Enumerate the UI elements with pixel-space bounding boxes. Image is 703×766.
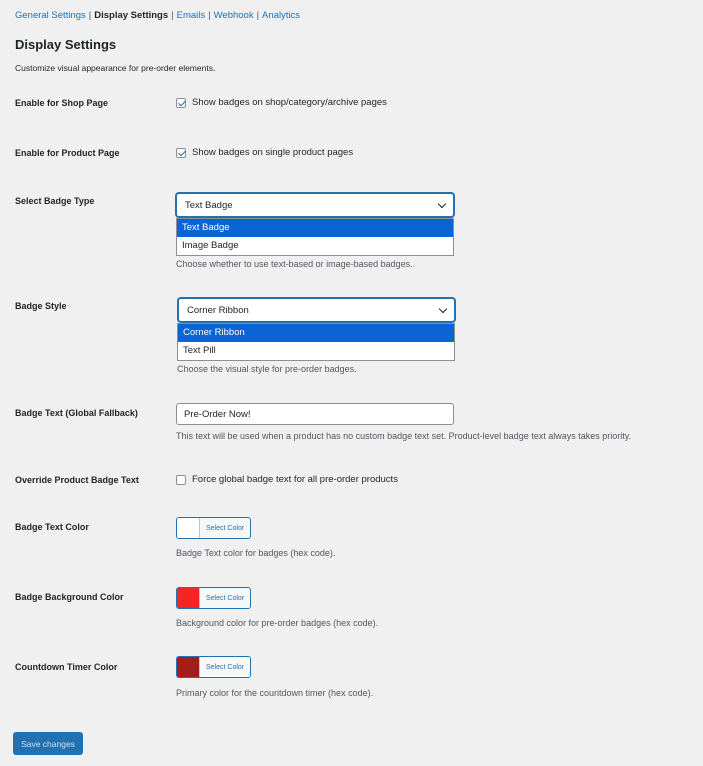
- shop-page-checkbox[interactable]: [176, 98, 186, 108]
- text-color-picker[interactable]: [176, 517, 251, 539]
- badge-type-label: Select Badge Type: [15, 196, 95, 206]
- badge-text-value: Pre-Order Now!: [184, 408, 251, 420]
- override-checkbox[interactable]: [176, 475, 186, 485]
- timer-color-swatch: [177, 657, 200, 677]
- subnav-separator: |: [88, 10, 92, 21]
- bg-color-label: Badge Background Color: [15, 592, 124, 602]
- badge-style-dropdown: [177, 323, 455, 361]
- badge-style-select[interactable]: [178, 298, 455, 322]
- text-color-label: Badge Text Color: [15, 522, 89, 532]
- text-color-help: Badge Text color for badges (hex code).: [176, 548, 336, 558]
- shop-page-label: Enable for Shop Page: [15, 98, 109, 108]
- timer-color-help: Primary color for the countdown timer (hex code).: [176, 688, 374, 698]
- bg-color-select-button[interactable]: Select Color: [200, 588, 250, 608]
- page-description: Customize visual appearance for pre-order elements.: [15, 63, 216, 73]
- badge-type-selected-value: Text Badge: [185, 199, 233, 211]
- badge-type-dropdown: [176, 218, 454, 256]
- subnav-separator: |: [256, 10, 260, 21]
- product-page-checkbox-label: Show badges on single product pages: [192, 147, 354, 158]
- bg-color-picker[interactable]: [176, 587, 251, 609]
- badge-text-help: This text will be used when a product has no custom badge text set. Product-level badge text always takes priority.: [176, 431, 632, 441]
- override-option[interactable]: [176, 474, 398, 485]
- badge-type-option-text[interactable]: Text Badge: [177, 219, 453, 237]
- product-page-option[interactable]: [176, 147, 353, 158]
- bg-color-swatch: [177, 588, 200, 608]
- override-checkbox-label: Force global badge text for all pre-order products: [192, 474, 398, 485]
- subnav-display-settings[interactable]: Display Settings: [94, 10, 169, 21]
- badge-text-input[interactable]: [176, 403, 454, 425]
- badge-style-help: Choose the visual style for pre-order badges.: [177, 364, 357, 374]
- badge-type-help: Choose whether to use text-based or image-based badges.: [176, 259, 413, 269]
- timer-color-picker[interactable]: [176, 656, 251, 678]
- bg-color-help: Background color for pre-order badges (hex code).: [176, 618, 379, 628]
- subnav-separator: |: [171, 10, 174, 21]
- subnav-analytics[interactable]: Analytics: [262, 10, 301, 21]
- badge-style-selected-value: Corner Ribbon: [187, 304, 249, 316]
- badge-style-option-corner-ribbon[interactable]: Corner Ribbon: [178, 324, 454, 342]
- page-title: Display Settings: [15, 37, 117, 52]
- badge-type-select[interactable]: [176, 193, 454, 217]
- subnav-general-settings[interactable]: General Settings: [15, 10, 86, 21]
- save-button[interactable]: Save changes: [13, 732, 83, 755]
- subnav-separator: |: [208, 10, 211, 21]
- badge-text-label: Badge Text (Global Fallback): [15, 408, 138, 418]
- subnav-emails[interactable]: Emails: [176, 10, 206, 21]
- product-page-label: Enable for Product Page: [15, 148, 120, 158]
- text-color-select-button[interactable]: Select Color: [200, 518, 250, 538]
- timer-color-select-button[interactable]: Select Color: [200, 657, 250, 677]
- timer-color-label: Countdown Timer Color: [15, 662, 118, 672]
- badge-type-option-image[interactable]: Image Badge: [182, 240, 239, 251]
- override-label: Override Product Badge Text: [15, 475, 139, 485]
- shop-page-checkbox-label: Show badges on shop/category/archive pages: [192, 97, 387, 108]
- chevron-down-icon: [439, 304, 447, 312]
- badge-style-option-text-pill[interactable]: Text Pill: [183, 345, 216, 356]
- badge-style-label: Badge Style: [15, 301, 67, 311]
- subnav-webhook[interactable]: Webhook: [213, 10, 254, 21]
- shop-page-option[interactable]: [176, 97, 387, 108]
- product-page-checkbox[interactable]: [176, 148, 186, 158]
- settings-subnav: [15, 10, 300, 21]
- text-color-swatch: [177, 518, 200, 538]
- chevron-down-icon: [438, 199, 446, 207]
